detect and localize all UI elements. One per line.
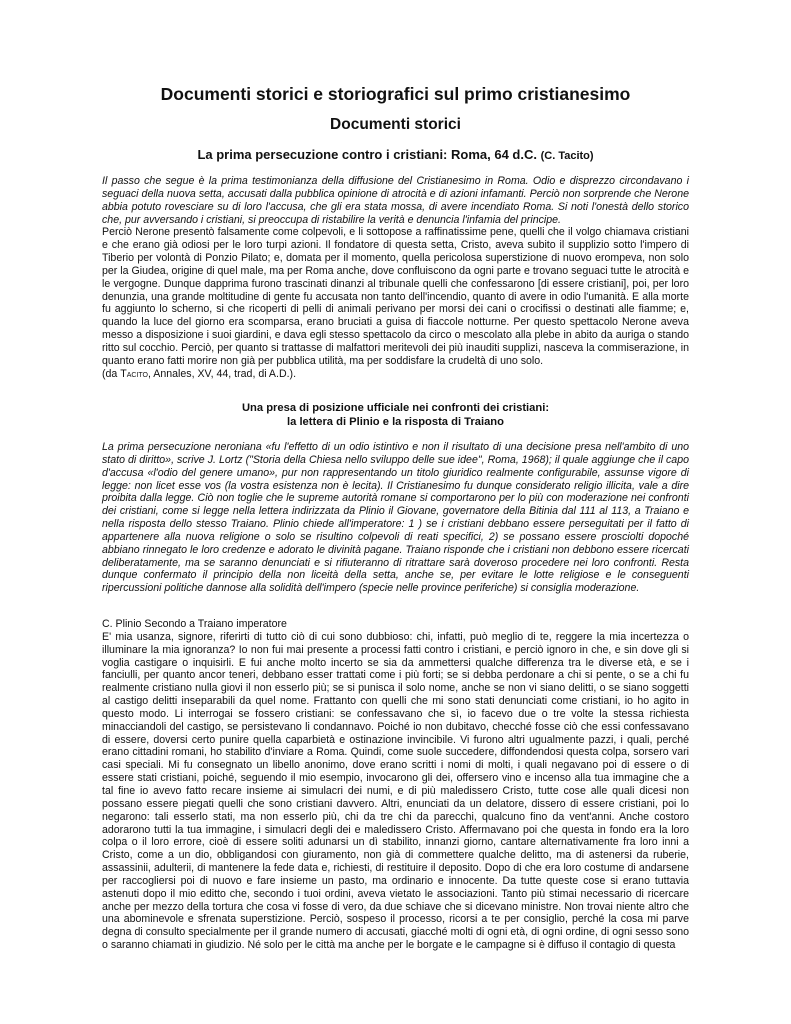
section1-body xyxy=(102,175,689,381)
section-heading-text: La prima persecuzione contro i cristiani: Roma, 64 d.C. xyxy=(197,147,537,162)
document-subtitle: Documenti storici xyxy=(330,116,461,133)
section2-intro-block xyxy=(102,441,689,595)
section2-heading-line2: la lettera di Plinio e la risposta di Traiano xyxy=(287,416,504,428)
document-title: Documenti storici e storiografici sul primo cristianesimo xyxy=(160,84,631,104)
letter-heading: C. Plinio Secondo a Traiano imperatore xyxy=(102,618,287,630)
source-suffix: , Annales, XV, 44, trad, di A.D.). xyxy=(148,367,297,380)
section2-intro: La prima persecuzione neroniana «fu l'effetto di un odio istintivo e non il risultato di una decisione presa nell'ambito di uno stato di diritto», scrive J. Lortz ("Storia della Chiesa nello sviluppo delle sue idee", Roma, 1968); il quale aggiunge che il capo d'accusa «l'odio del genere umano», pur non rappresentando un titolo giuridico realmente configurabile, assunse vigore di legge: non licet esse vos (la vostra esistenza non è lecita). Il Cristianesimo fu dunque considerato religio illicita, vale a dire proibita dalla legge. Ciò non toglie che le supreme autorità romane si comportarono per lo più con moderazione nei confronti dei cristiani, come si legge nella lettera indirizzata da Plinio il Giovane, governatore della Bitinia dal 111 al 113, a Traiano e nella risposta dello stesso Traiano. Plinio chiede all'imperatore: 1 ) se i cristiani debbano essere perseguitati per il fatto di appartenere alla nuova religione o solo se risultino colpevoli di reati specifici, 2) se possano essere prosciolti dopoché abbiano rinnegato le loro credenze e adorato le divinità pagane. Traiano risponde che i cristiani non debbono essere ricercati deliberatamente, ma se saranno denunciati e si rifiuteranno di ritrattare sarà doveroso procedere nei loro confronti. Resta dunque confermato il principio della non liceità della setta, anche se, per evitare le lotte religiose e le conseguenti ripercussioni politiche dannose alla solidità dell'impero (specie nelle province periferiche) si consiglia moderazione. xyxy=(102,441,689,595)
section1-intro: Il passo che segue è la prima testimonianza della diffusione del Cristianesimo in Roma. Odio e disprezzo circondavano i seguaci della nuova setta, accusati dalla pubblica opinione di atrocità e di azioni infamanti. Perciò non sorprende che Nerone abbia potuto rovesciare su di loro l'accusa, che gli era stata mossa, di avere incendiato Roma. Si noti l'onestà dello storico che, pur avversando i cristiani, si preoccupa di ristabilire la verità e denuncia l'infamia del principe. xyxy=(102,175,689,226)
source-prefix: (da xyxy=(102,367,121,380)
section1-source xyxy=(102,368,689,381)
section-heading-author: (C. Tacito) xyxy=(540,150,594,162)
letter-block xyxy=(102,618,689,952)
section1-text: Perciò Nerone presentò falsamente come colpevoli, e li sottopose a raffinatissime pene, quelli che il volgo chiamava cristiani e che erano già odiosi per le loro turpi azioni. Il fondatore di questa setta, Cristo, aveva subito il supplizio sotto l'impero di Tiberio per volontà di Ponzio Pilato; e, domata per il momento, quella pericolosa superstizione di nuovo erompeva, non solo per la Giudea, origine di quel male, ma per Roma anche, dove confluiscono da ogni parte e trovano seguaci tutte le atrocità e le vergogne. Dunque dapprima furono trascinati dinanzi al tribunale quelli che confessarono [di essere cristiani], poi, per loro denunzia, una grande moltitudine di gente fu accusata non tanto dell'incendio, quanto di avere in odio l'umanità. E alla morte fu aggiunto lo scherno, si che ricoperti di pelli di animali perivano per morsi dei cani o crocifissi o destinati alle fiamme; e, quando la luce del giorno era scomparsa, erano bruciati a guisa di fiaccole notturne. Per questo spettacolo Nerone aveva messo a disposizione i suoi giardini, e dava egli stesso spettacolo da circo o mescolato alla plebe in abito da auriga o stando ritto sul cocchio. Perciò, per quanto si trattasse di malfattori meritevoli dei più inauditi supplizi, nasceva la commiserazione, in quanto erano fatti morire non già per pubblica utilità, ma per soddisfare la crudeltà di uno solo. xyxy=(102,226,689,367)
source-author: Tacito xyxy=(120,367,148,380)
section2-heading-line1: Una presa di posizione ufficiale nei confronti dei cristiani: xyxy=(241,402,550,414)
section-heading-persecuzione xyxy=(0,147,791,162)
section-heading-plinio xyxy=(0,401,791,429)
letter-text: E' mia usanza, signore, riferirti di tutto ciò di cui sono dubbioso: chi, infatti, può meglio di te, reggere la mia incertezza o illuminare la mia ignoranza? Io non fui mai presente a processi fatti contro i cristiani, e perciò ignoro in che, e sin dove gli si voglia castigare o inquisirli. E fui anche molto incerto se sia da ammettersi qualche differenza tra le diverse età, e se i fanciulli, per quanto ancor teneri, debbano esser trattati come i più forti; se si debba perdonare a chi si pente, o se a chi fu realmente cristiano nulla giovi il non esserlo più; se si punisca il solo nome, anche se non vi siano delitti, o se siano soggetti al castigo delitti inseparabili da quel nome. Frattanto con quelli che mi sono stati denunciati come cristiani, io ho agito in questo modo. Li interrogai se fossero cristiani: se confessavano che sì, io facevo due o tre volte la stessa richiesta minacciandoli del castigo, se persistevano li condannavo. Poiché io non dubitavo, checché fosse ciò che essi confessavano di essere, doversi certo punire quella caparbietà e ostinazione invincibile. Vi furono altri ugualmente pazzi, i quali, perché erano cittadini romani, ho stabilito d'inviare a Roma. Quindi, come suole succedere, diffondendosi questa colpa, sorsero vari casi speciali. Mi fu consegnato un libello anonimo, dove erano scritti i nomi di molti, i quali negavano poi di essere o di essere stati cristiani, poiché, seguendo il mio esempio, invocarono gli dei, offersero vino e incenso alla tua immagine che a tal fine io avevo fatto recare insieme ai simulacri dei numi, e di più maledissero Cristo, tutte cose alle quali dicesi non possano essere piegati quelli che sono cristiani davvero. Altri, enunciati da un delatore, dissero di essere cristiani, poi lo negarono: tali esserlo stati, ma non esserlo più, chi da tre chi da parecchi, qualcuno fino da vent'anni. Anche costoro adorarono tutti la tua immagine, i simulacri degli dei e maledissero Cristo. Affermavano poi che questa in fondo era la loro colpa o il loro errore, cioè di essere soliti adunarsi un dì stabilito, innanzi giorno, cantare alternativamente fra loro inni a Cristo, come a un dio, obbligandosi con giuramento, non già di commettere qualche delitto, ma di astenersi da ruberie, assassinii, adulterii, di mantenere la fede data e, richiesti, di restituire il deposito. Dopo di che era loro costume di andarsene per raccogliersi poi di nuovo e fare insieme un pasto, ma ordinario e innocente. Da tutte queste cose si erano tuttavia astenuti dopo il mio editto che, secondo i tuoi ordini, aveva vietato le associazioni. Tanto più stimai necessario di ricercare anche per mezzo della tortura che cosa vi fosse di vero, da due schiave che si dicevano ministre. Non trovai niente altro che una abominevole e sfrenata superstizione. Perciò, sospeso il processo, ricorsi a te per consiglio, perché la cosa mi parve degna di consulto specialmente per il grande numero di accusati, giacché molti di ogni età, di ogni ordine, di ogni sesso sono o saranno chiamati in giudizio. Né solo per le città ma anche per le borgate e le campagne si è diffuso il contagio di questa xyxy=(102,630,689,952)
